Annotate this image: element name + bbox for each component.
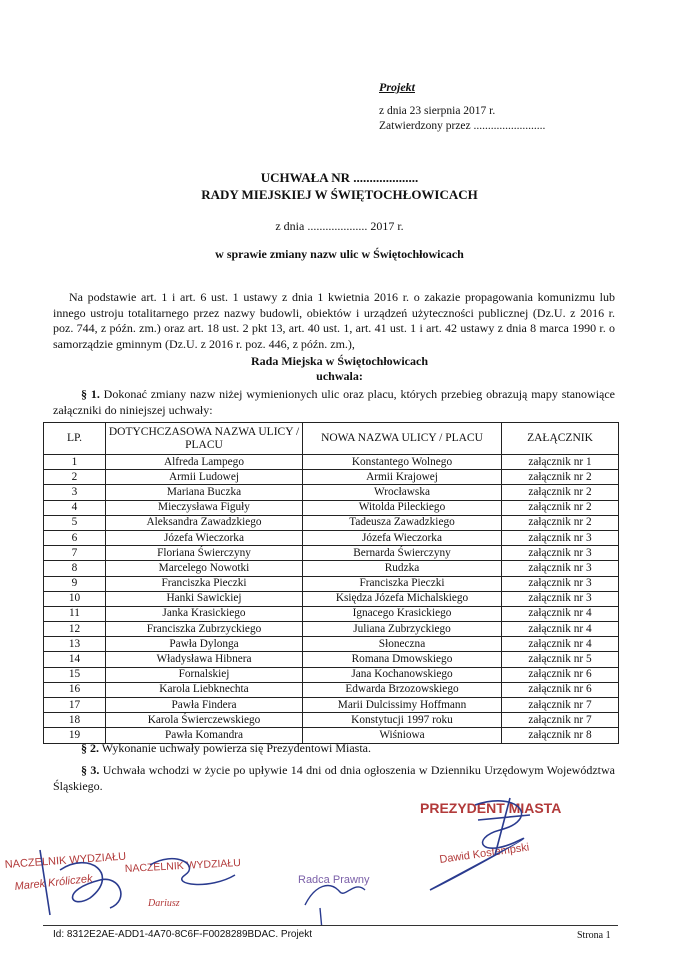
head2-stamp-name: Dariusz [148, 898, 180, 909]
cell-lp: 9 [44, 576, 106, 591]
cell-attachment: załącznik nr 2 [502, 500, 619, 515]
cell-attachment: załącznik nr 1 [502, 455, 619, 470]
page-number: Strona 1 [577, 930, 611, 941]
cell-lp: 16 [44, 682, 106, 697]
cell-new-name: Marii Dulcissimy Hoffmann [303, 698, 502, 713]
table-row [44, 546, 619, 561]
cell-lp: 3 [44, 485, 106, 500]
projekt-label: Projekt [379, 80, 415, 94]
table-row [44, 470, 619, 485]
table-row [44, 530, 619, 545]
cell-old-name: Fornalskiej [106, 667, 303, 682]
section-2 [81, 741, 371, 756]
cell-lp: 1 [44, 455, 106, 470]
cell-attachment: załącznik nr 5 [502, 652, 619, 667]
header-lp: LP. [44, 423, 106, 455]
cell-old-name: Marcelego Nowotki [106, 561, 303, 576]
resolution-date: z dnia .................... 2017 r. [275, 219, 404, 233]
table-row [44, 622, 619, 637]
cell-new-name: Józefa Wieczorka [303, 530, 502, 545]
cell-attachment: załącznik nr 4 [502, 637, 619, 652]
cell-attachment: załącznik nr 6 [502, 682, 619, 697]
table-row [44, 698, 619, 713]
cell-lp: 10 [44, 591, 106, 606]
cell-lp: 15 [44, 667, 106, 682]
cell-lp: 18 [44, 713, 106, 728]
table-row [44, 667, 619, 682]
cell-new-name: Bernarda Świerczyny [303, 546, 502, 561]
cell-old-name: Pawła Dylonga [106, 637, 303, 652]
table-row [44, 485, 619, 500]
resolution-subject: w sprawie zmiany nazw ulic w Świętochłowicach [215, 247, 464, 261]
cell-attachment: załącznik nr 7 [502, 713, 619, 728]
cell-new-name: Słoneczna [303, 637, 502, 652]
cell-new-name: Wrocławska [303, 485, 502, 500]
table-row [44, 682, 619, 697]
cell-new-name: Wiśniowa [303, 728, 502, 743]
table-row [44, 637, 619, 652]
cell-lp: 19 [44, 728, 106, 743]
cell-old-name: Władysława Hibnera [106, 652, 303, 667]
header-old-name: DOTYCHCZASOWA NAZWA ULICY / PLACU [106, 423, 303, 455]
cell-attachment: załącznik nr 3 [502, 546, 619, 561]
cell-new-name: Romana Dmowskiego [303, 652, 502, 667]
cell-lp: 7 [44, 546, 106, 561]
cell-lp: 13 [44, 637, 106, 652]
cell-attachment: załącznik nr 8 [502, 728, 619, 743]
head2-stamp-title: NACZELNIK WYDZIAŁU [124, 856, 242, 875]
table-row [44, 455, 619, 470]
cell-new-name: Armii Krajowej [303, 470, 502, 485]
cell-old-name: Janka Krasickiego [106, 606, 303, 621]
cell-old-name: Franciszka Zubrzyckiego [106, 622, 303, 637]
cell-old-name: Franciszka Pieczki [106, 576, 303, 591]
council-heading: Rada Miejska w Świętochłowicach [251, 354, 428, 368]
resolution-number: UCHWAŁA NR .................... [260, 170, 419, 185]
cell-new-name: Juliana Zubrzyckiego [303, 622, 502, 637]
president-stamp-title: PREZYDENT MIASTA [420, 800, 562, 816]
table-row [44, 500, 619, 515]
cell-attachment: załącznik nr 4 [502, 622, 619, 637]
council-name: RADY MIEJSKIEJ W ŚWIĘTOCHŁOWICACH [201, 187, 478, 202]
cell-old-name: Mieczysława Figuły [106, 500, 303, 515]
street-rename-table [43, 422, 619, 744]
table-row [44, 606, 619, 621]
cell-attachment: załącznik nr 2 [502, 485, 619, 500]
table-row [44, 515, 619, 530]
president-stamp-name: Dawid Kostempski [438, 841, 531, 866]
cell-attachment: załącznik nr 3 [502, 576, 619, 591]
cell-new-name: Księdza Józefa Michalskiego [303, 591, 502, 606]
legal-stamp-title: Radca Prawny [298, 874, 370, 886]
header-new-name: NOWA NAZWA ULICY / PLACU [303, 423, 502, 455]
cell-new-name: Witolda Pileckiego [303, 500, 502, 515]
document-id: Id: 8312E2AE-ADD1-4A70-8C6F-F0028289BDAC. Projekt [53, 929, 313, 940]
cell-lp: 17 [44, 698, 106, 713]
cell-attachment: załącznik nr 2 [502, 515, 619, 530]
table-header-row [44, 423, 619, 455]
head1-stamp-title: NACZELNIK WYDZIAŁU [4, 850, 127, 871]
cell-attachment: załącznik nr 3 [502, 530, 619, 545]
cell-lp: 11 [44, 606, 106, 621]
cell-old-name: Józefa Wieczorka [106, 530, 303, 545]
cell-new-name: Edwarda Brzozowskiego [303, 682, 502, 697]
cell-new-name: Konstytucji 1997 roku [303, 713, 502, 728]
cell-old-name: Karola Świerczewskiego [106, 713, 303, 728]
cell-attachment: załącznik nr 6 [502, 667, 619, 682]
table-row [44, 591, 619, 606]
cell-new-name: Ignacego Krasickiego [303, 606, 502, 621]
cell-old-name: Karola Liebknechta [106, 682, 303, 697]
draft-date: z dnia 23 sierpnia 2017 r. [379, 105, 496, 117]
cell-old-name: Mariana Buczka [106, 485, 303, 500]
legal-basis-paragraph: Na podstawie art. 1 i art. 6 ust. 1 ustawy z dnia 1 kwietnia 2016 r. o zakazie propagowania komunizmu lub innego ustroju totalitarnego przez nazwy budowli, obiektów i urządzeń użyteczności publicznej (Dz.U. z 2016 r. poz. 744, z późn. zm.) oraz art. 18 ust. 2 pkt 13, art. 40 ust. 1, art. 41 ust. 1 i art. 42 ustawy z dnia 8 marca 1990 r. o samorządzie gminnym (Dz.U. z 2016 r. poz. 446, z późn. zm.), [53, 290, 615, 351]
section-3-label: § 3. [81, 763, 100, 777]
cell-attachment: załącznik nr 3 [502, 561, 619, 576]
approved-by: Zatwierdzony przez ......................... [379, 120, 546, 132]
cell-lp: 8 [44, 561, 106, 576]
cell-new-name: Tadeusza Zawadzkiego [303, 515, 502, 530]
header-attachment: ZAŁĄCZNIK [502, 423, 619, 455]
cell-lp: 6 [44, 530, 106, 545]
cell-old-name: Aleksandra Zawadzkiego [106, 515, 303, 530]
section-1 [53, 387, 615, 418]
section-2-label: § 2. [81, 741, 99, 755]
cell-old-name: Alfreda Lampego [106, 455, 303, 470]
cell-old-name: Hanki Sawickiej [106, 591, 303, 606]
section-2-text: Wykonanie uchwały powierza się Prezydentowi Miasta. [99, 741, 371, 755]
cell-lp: 14 [44, 652, 106, 667]
cell-attachment: załącznik nr 2 [502, 470, 619, 485]
section-1-text: Dokonać zmiany nazw niżej wymienionych ulic oraz placu, których przebieg obrazują mapy stanowiące załączniki do niniejszej uchwały: [53, 387, 616, 417]
cell-attachment: załącznik nr 3 [502, 591, 619, 606]
cell-new-name: Jana Kochanowskiego [303, 667, 502, 682]
head1-stamp-name: Marek Króliczek [14, 872, 94, 893]
cell-attachment: załącznik nr 7 [502, 698, 619, 713]
cell-old-name: Pawła Komandra [106, 728, 303, 743]
table-row [44, 713, 619, 728]
cell-lp: 4 [44, 500, 106, 515]
table-row [44, 576, 619, 591]
cell-lp: 5 [44, 515, 106, 530]
table-row [44, 561, 619, 576]
cell-lp: 12 [44, 622, 106, 637]
council-resolves: uchwala: [316, 369, 363, 383]
cell-lp: 2 [44, 470, 106, 485]
cell-new-name: Rudzka [303, 561, 502, 576]
cell-attachment: załącznik nr 4 [502, 606, 619, 621]
section-1-label: § 1. [81, 387, 100, 401]
signatures-area [0, 780, 679, 925]
table-row [44, 652, 619, 667]
cell-old-name: Floriana Świerczyny [106, 546, 303, 561]
cell-new-name: Konstantego Wolnego [303, 455, 502, 470]
table-body [44, 455, 619, 744]
cell-new-name: Franciszka Pieczki [303, 576, 502, 591]
footer-divider [43, 925, 618, 926]
legal-signature [305, 886, 365, 925]
cell-old-name: Pawła Findera [106, 698, 303, 713]
cell-old-name: Armii Ludowej [106, 470, 303, 485]
section-3-text: Uchwała wchodzi w życie po upływie 14 dni od dnia ogłoszenia w Dzienniku Urzędowym Województwa Śląskiego. [53, 763, 616, 793]
